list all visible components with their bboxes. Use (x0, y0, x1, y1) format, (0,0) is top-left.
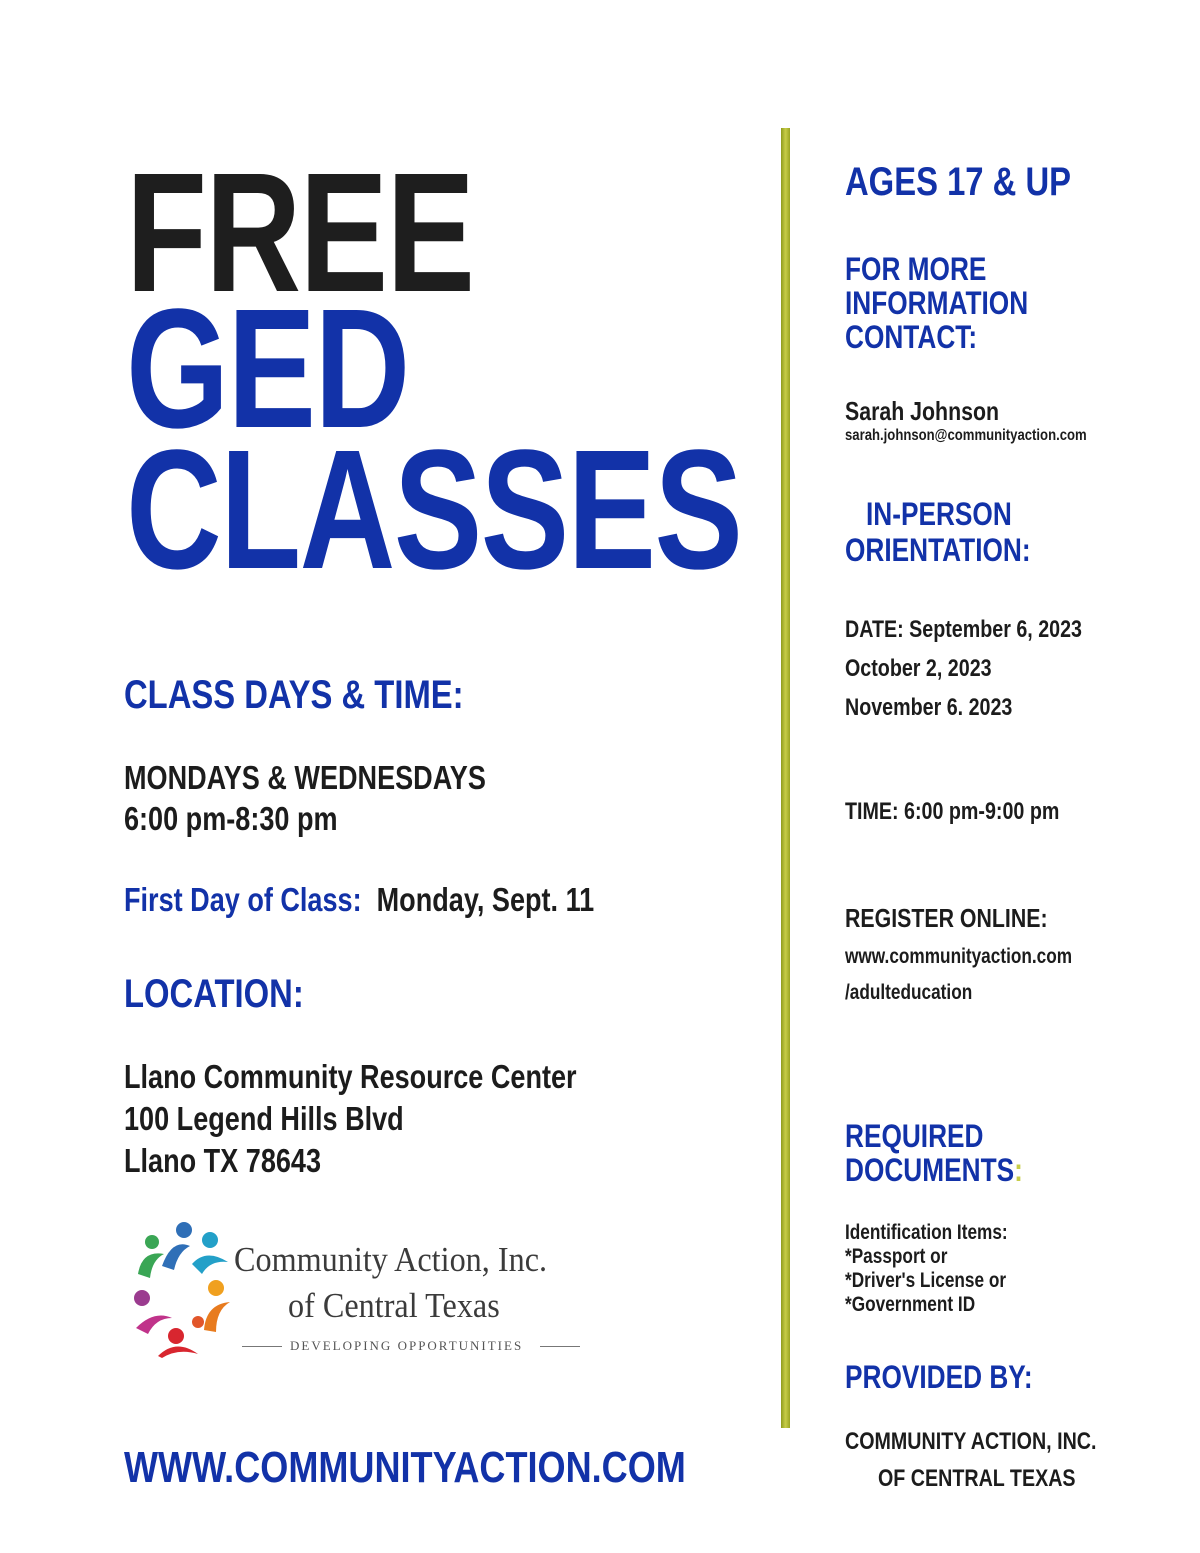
orientation-heading-line-1: IN-PERSON (866, 496, 1012, 532)
documents-heading-colon: : (1014, 1152, 1023, 1188)
class-days-heading: CLASS DAYS & TIME: (124, 673, 464, 717)
document-item-1: Identification Items: (845, 1221, 1008, 1244)
logo-tagline: DEVELOPING OPPORTUNITIES (290, 1338, 524, 1353)
logo-tagline-row (242, 1338, 582, 1354)
first-day-label: First Day of Class: (124, 881, 362, 918)
website-url: WWW.COMMUNITYACTION.COM (124, 1443, 686, 1492)
orientation-date-3: November 6. 2023 (845, 694, 1013, 721)
people-circle-icon (132, 1218, 242, 1358)
contact-heading-line-3: CONTACT: (845, 319, 978, 355)
tagline-rule-left (242, 1346, 282, 1347)
location-line-3: Llano TX 78643 (124, 1142, 322, 1179)
headline-classes: CLASSES (126, 415, 742, 605)
contact-heading-line-2: INFORMATION (845, 285, 1029, 321)
first-day (124, 880, 594, 920)
orientation-time: TIME: 6:00 pm-9:00 pm (845, 798, 1060, 825)
document-item-3: *Driver's License or (845, 1269, 1007, 1292)
documents-heading-line-2 (845, 1153, 1023, 1187)
community-action-logo (132, 1218, 602, 1363)
register-url-line-1: www.communityaction.com (845, 945, 1073, 968)
headline-ged: GED (126, 274, 409, 464)
document-item-4: *Government ID (845, 1293, 976, 1316)
orientation-date-1: DATE: September 6, 2023 (845, 616, 1082, 643)
logo-line-1: Community Action, Inc. (234, 1240, 548, 1279)
contact-heading-line-1: FOR MORE (845, 251, 987, 287)
provider-line-1: COMMUNITY ACTION, INC. (845, 1428, 1097, 1455)
provider-line-2: OF CENTRAL TEXAS (878, 1465, 1076, 1492)
document-item-2: *Passport or (845, 1245, 948, 1268)
orientation-heading-line-2: ORIENTATION: (845, 532, 1031, 568)
tagline-rule-right (540, 1346, 580, 1347)
contact-email: sarah.johnson@communityaction.com (845, 427, 1087, 444)
class-days: MONDAYS & WEDNESDAYS (124, 759, 486, 796)
provided-by-heading: PROVIDED BY: (845, 1359, 1033, 1395)
class-time: 6:00 pm-8:30 pm (124, 800, 338, 837)
orientation-date-2: October 2, 2023 (845, 655, 992, 682)
documents-heading-text: DOCUMENTS (845, 1152, 1015, 1188)
first-day-value: Monday, Sept. 11 (376, 881, 595, 918)
location-line-1: Llano Community Resource Center (124, 1058, 577, 1095)
contact-name: Sarah Johnson (845, 396, 1000, 426)
logo-line-2: of Central Texas (288, 1286, 500, 1325)
register-url-line-2: /adulteducation (845, 981, 973, 1004)
register-heading: REGISTER ONLINE: (845, 903, 1048, 933)
ages-heading: AGES 17 & UP (845, 160, 1072, 204)
documents-heading-line-1: REQUIRED (845, 1118, 984, 1154)
headline-free: FREE (126, 138, 474, 328)
location-heading: LOCATION: (124, 972, 304, 1016)
column-divider (781, 128, 790, 1428)
location-line-2: 100 Legend Hills Blvd (124, 1100, 404, 1137)
